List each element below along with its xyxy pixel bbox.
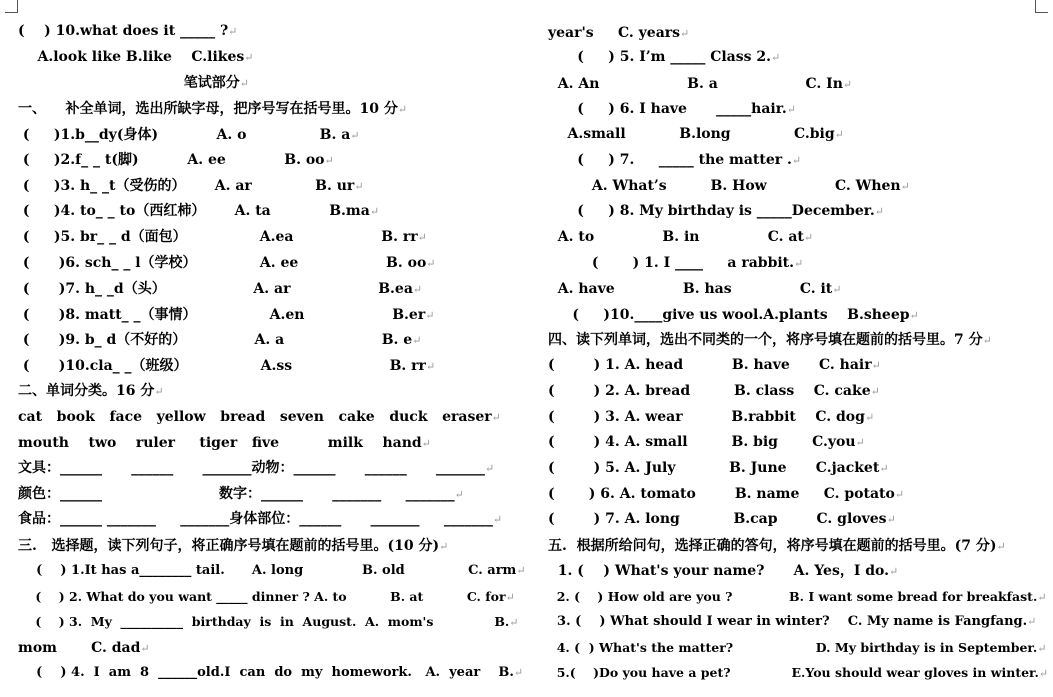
line-text: ( ) 3. A. wear B.rabbit C. dog <box>548 409 865 425</box>
left-line <box>18 357 435 376</box>
line-text: A. What’s B. How C. When <box>548 178 901 194</box>
left-line <box>18 510 502 529</box>
paragraph-mark-icon: ↵ <box>484 462 495 475</box>
paragraph-mark-icon: ↵ <box>492 513 503 526</box>
line-text: A. have B. has C. it <box>548 281 833 297</box>
paragraph-mark-icon: ↵ <box>803 231 814 244</box>
paragraph-mark-icon: ↵ <box>870 385 880 398</box>
paragraph-mark-icon: ↵ <box>369 205 380 218</box>
left-line <box>18 126 360 145</box>
right-line <box>548 228 813 247</box>
left-line <box>18 228 427 247</box>
paragraph-mark-icon: ↵ <box>426 257 436 270</box>
paragraph-mark-icon: ↵ <box>871 359 881 372</box>
paragraph-mark-icon: ↵ <box>786 103 796 116</box>
paragraph-mark-icon: ↵ <box>842 78 853 91</box>
paragraph-mark-icon: ↵ <box>864 411 875 424</box>
right-line <box>548 100 796 119</box>
right-line <box>548 664 1048 683</box>
right-line <box>548 485 904 504</box>
line-text: 食品：______ _______ _______身体部位：______ _______ _______ <box>18 511 493 527</box>
left-line <box>18 562 526 580</box>
right-line <box>548 510 896 529</box>
line-text: 文具：______ ______ _______动物：______ ______ _______ <box>18 460 485 476</box>
line-text: mom C. dad <box>18 640 141 656</box>
line-text: cat book face yellow bread seven cake duck eraser <box>18 409 492 425</box>
paragraph-mark-icon: ↵ <box>324 154 334 167</box>
right-line <box>548 48 780 67</box>
line-text: ( )9. b_ d（不好的） A. a B. e <box>18 332 413 348</box>
left-line <box>18 74 249 93</box>
left-line <box>18 459 494 478</box>
line-text: ( ) 8. My birthday is _____December. <box>548 203 875 219</box>
left-line <box>18 22 237 41</box>
right-line <box>548 125 844 144</box>
line-text: A.small B.long C.big <box>548 126 835 142</box>
line-text: ( ) 3. My __________ birthday is in August. A. mom's B. <box>18 614 510 629</box>
paragraph-mark-icon: ↵ <box>996 540 1006 553</box>
paragraph-mark-icon: ↵ <box>140 642 150 655</box>
right-line <box>548 280 841 299</box>
paragraph-mark-icon: ↵ <box>244 51 254 64</box>
paragraph-mark-icon: ↵ <box>1027 615 1037 628</box>
left-line <box>18 613 518 632</box>
page-corner-mark-right <box>1035 0 1048 13</box>
line-text: 2. ( ) How old are you ? B. I want some bread for breakfast. <box>548 589 1038 604</box>
right-line <box>548 382 880 401</box>
paragraph-mark-icon: ↵ <box>982 334 992 347</box>
line-text: ( ) 2. What do you want _____ dinner ? A. to B. at C. for <box>18 589 506 604</box>
left-line <box>18 202 379 221</box>
line-text: A. An B. a C. In <box>548 76 843 92</box>
paragraph-mark-icon: ↵ <box>417 231 427 244</box>
right-line <box>548 24 689 43</box>
right-line <box>548 254 803 273</box>
paragraph-mark-icon: ↵ <box>771 51 781 64</box>
left-line <box>18 639 150 658</box>
right-line <box>548 613 1036 631</box>
line-text: 三. 选择题，读下列句子，将正确序号填在题前的括号里。(10 分) <box>18 538 440 554</box>
right-line <box>548 306 919 325</box>
paragraph-mark-icon: ↵ <box>879 462 889 475</box>
line-text: ( )2.f_ _ t(脚) A. ee B. oo <box>18 152 325 168</box>
right-line <box>548 433 865 452</box>
right-line <box>548 177 910 196</box>
left-line <box>18 331 421 350</box>
line-text: ( ) 10.what does it _____ ? <box>18 23 229 39</box>
paragraph-mark-icon: ↵ <box>1037 642 1047 655</box>
line-text: 五. 根据所给问句，选择正确的答句，将序号填在题前的括号里。(7 分) <box>548 538 997 554</box>
line-text: 四、读下列单词，选出不同类的一个，将序号填在题前的括号里。7 分 <box>548 332 983 348</box>
right-line <box>548 459 889 478</box>
paragraph-mark-icon: ↵ <box>886 513 896 526</box>
right-line <box>548 639 1046 658</box>
paragraph-mark-icon: ↵ <box>439 540 449 553</box>
left-line <box>18 151 334 170</box>
line-text: ( ) 6. I have _____hair. <box>548 101 787 117</box>
line-text: ( )3. h_ _t（受伤的） A. ar B. ur <box>18 178 355 194</box>
right-line <box>548 356 881 375</box>
left-line <box>18 254 436 273</box>
line-text: 1. ( ) What's your name? A. Yes，I do. <box>548 563 890 579</box>
paragraph-mark-icon: ↵ <box>900 180 910 193</box>
line-text: ( )8. matt_ _（事情） A.en B.er <box>18 307 426 323</box>
line-text: ( ) 1. I ____ a rabbit. <box>548 255 795 271</box>
paragraph-mark-icon: ↵ <box>505 591 515 604</box>
paragraph-mark-icon: ↵ <box>425 309 435 322</box>
paragraph-mark-icon: ↵ <box>909 309 919 322</box>
left-line <box>18 485 464 504</box>
right-line <box>548 151 801 170</box>
paragraph-mark-icon: ↵ <box>1037 591 1047 604</box>
line-text: year's C. years <box>548 25 681 41</box>
paragraph-mark-icon: ↵ <box>397 103 408 116</box>
paragraph-mark-icon: ↵ <box>154 385 164 398</box>
right-line <box>548 202 884 221</box>
left-line <box>18 280 422 299</box>
paragraph-mark-icon: ↵ <box>894 488 905 501</box>
paragraph-mark-icon: ↵ <box>491 411 501 424</box>
left-line <box>18 177 364 196</box>
line-text: ( ) 7. A. long B.cap C. gloves <box>548 511 887 527</box>
line-text: ( ) 4. I am 8 ______old.I can do my homework. A. year B. <box>18 665 514 680</box>
right-line <box>548 588 1047 607</box>
line-text: 3. ( ) What should I wear in winter? C. My name is Fangfang. <box>548 614 1028 629</box>
line-text: mouth two ruler tiger five milk hand <box>18 435 422 451</box>
line-text: ( ) 1. A. head B. have C. hair <box>548 357 872 373</box>
page-corner-mark-left <box>5 0 18 13</box>
line-text: ( ) 2. A. bread B. class C. cake <box>548 383 871 399</box>
line-text: A. to B. in C. at <box>548 229 804 245</box>
line-text: ( ) 6. A. tomato B. name C. potato <box>548 486 895 502</box>
right-line <box>548 408 874 427</box>
paragraph-mark-icon: ↵ <box>791 154 802 167</box>
paragraph-mark-icon: ↵ <box>509 616 519 629</box>
line-text: 一、 补全单词，选出所缺字母，把序号写在括号里。10 分 <box>18 101 398 117</box>
paragraph-mark-icon: ↵ <box>855 436 865 449</box>
paragraph-mark-icon: ↵ <box>354 180 364 193</box>
paragraph-mark-icon: ↵ <box>412 283 423 296</box>
line-text: ( )4. to_ _ to（西红柿） A. ta B.ma <box>18 203 370 219</box>
paragraph-mark-icon: ↵ <box>350 129 360 142</box>
paragraph-mark-icon: ↵ <box>228 25 238 38</box>
right-line <box>548 331 992 350</box>
left-line <box>18 306 434 325</box>
left-line <box>18 664 523 682</box>
paragraph-mark-icon: ↵ <box>425 360 436 373</box>
line-text: ( )10.____give us wool.A.plants B.sheep <box>548 307 910 323</box>
line-text: ( ) 1.It has a________ tail. A. long B. old C. arm <box>18 563 517 578</box>
left-line <box>18 100 407 119</box>
line-text: ( ) 5. A. July B. June C.jacket <box>548 460 880 476</box>
left-line <box>18 48 253 67</box>
left-line <box>18 537 448 556</box>
paragraph-mark-icon: ↵ <box>1038 667 1049 680</box>
line-text: ( ) 5. I’m _____ Class 2. <box>548 49 771 65</box>
line-text: 4. ( ) What's the matter? D. My birthday is in September. <box>548 640 1038 655</box>
line-text: 二、单词分类。16 分 <box>18 383 155 399</box>
left-line <box>18 434 431 453</box>
line-text: ( ) 4. A. small B. big C.you <box>548 434 856 450</box>
paragraph-mark-icon: ↵ <box>239 77 249 90</box>
paragraph-mark-icon: ↵ <box>834 128 844 141</box>
left-line <box>18 408 501 427</box>
line-text: ( )7. h_ _d（头） A. ar B.ea <box>18 281 413 297</box>
paragraph-mark-icon: ↵ <box>889 565 899 578</box>
line-text: ( ) 7. _____ the matter . <box>548 152 792 168</box>
line-text: 笔试部分 <box>18 75 240 91</box>
line-text: ( )10.cla_ _（班级） A.ss B. rr <box>18 358 426 374</box>
line-text: ( )6. sch_ _ l（学校） A. ee B. oo <box>18 255 427 271</box>
line-text: 颜色：______ 数字：______ _______ _______ <box>18 486 455 502</box>
line-text: 5.( )Do you have a pet? E.You should wear gloves in winter. <box>548 665 1039 680</box>
paragraph-mark-icon: ↵ <box>454 488 464 501</box>
line-text: ( )5. br_ _ d（面包） A.ea B. rr <box>18 229 418 245</box>
paragraph-mark-icon: ↵ <box>874 205 884 218</box>
line-text: ( )1.b__dy(身体) A. o B. a <box>18 127 351 143</box>
right-line <box>548 562 898 581</box>
left-line <box>18 382 164 401</box>
right-line <box>548 75 852 94</box>
right-line <box>548 537 1006 556</box>
paragraph-mark-icon: ↵ <box>412 334 422 347</box>
paragraph-mark-icon: ↵ <box>421 437 431 450</box>
left-line <box>18 588 515 607</box>
paragraph-mark-icon: ↵ <box>513 666 524 679</box>
line-text: A.look like B.like C.likes <box>18 49 245 65</box>
paragraph-mark-icon: ↵ <box>794 257 804 270</box>
paragraph-mark-icon: ↵ <box>832 283 842 296</box>
paragraph-mark-icon: ↵ <box>516 564 526 577</box>
paragraph-mark-icon: ↵ <box>680 27 690 40</box>
